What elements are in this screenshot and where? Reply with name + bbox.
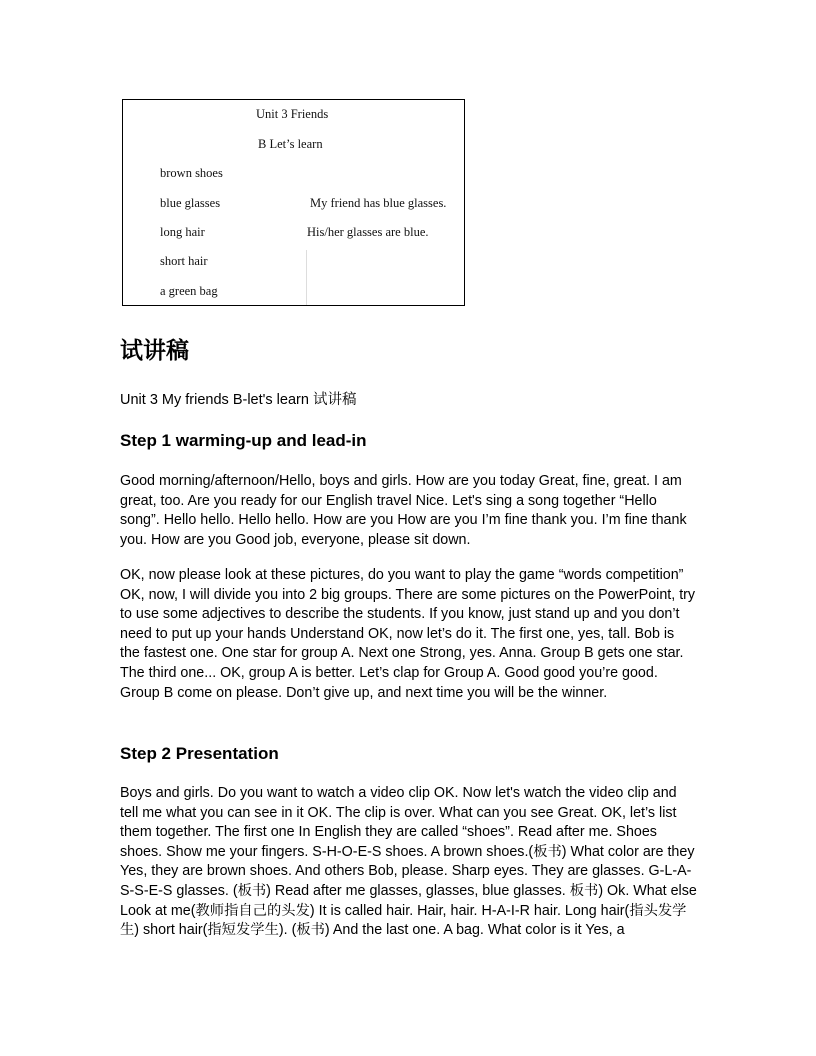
blackboard-box [122, 99, 465, 306]
board-word: brown shoes [160, 166, 223, 180]
board-title: Unit 3 Friends [256, 107, 329, 121]
step2-paragraph-1: Boys and girls. Do you want to watch a video clip OK. Now let's watch the video clip and tell me what you can see in it OK. The clip is over. What can you see Great. OK, let’s list them together. The first one In English they are called “shoes”. Read after me. Shoes shoes. Show me your fingers. S-H-O-E-S shoes. A brown shoes.(板书) What color are they Yes, they are brown shoes. And others Bob, please. Sharp eyes. They are glasses. G-L-A-S-S-E-S glasses. (板书) Read after me glasses, glasses, blue glasses. 板书) Ok. What else Look at me(教师指自己的头发) It is called hair. Hair, hair. H-A-I-R hair. Long hair(指头发学生) short hair(指短发学生). (板书) And the last one. A bag. What color is it Yes, a [120, 785, 697, 939]
step1-paragraph-2: OK, now please look at these pictures, do you want to play the game “words competition” OK, now, I will divide you into 2 big groups. There are some pictures on the PowerPoint, try to use some adjectives to describe the students. If you know, just stand up and you don’t need to put up your hands Understand OK, now let’s do it. The first one, yes, tall. Bob is the fastest one. One star for group A. Next one Strong, yes. Anna. Group B gets one star. The third one... OK, group A is better. Let’s clap for Group A. Good good you’re good. Group B come on please. Don’t give up, and next time you will be the winner. [120, 567, 696, 701]
board-word: blue glasses [160, 196, 221, 210]
board-word: short hair [160, 254, 208, 268]
board-word: a green bag [160, 284, 218, 298]
page-title: 试讲稿 [120, 337, 189, 363]
board-word: long hair [160, 225, 205, 239]
board-sentence: His/her glasses are blue. [307, 225, 429, 239]
board-sentence: My friend has blue glasses. [310, 196, 447, 210]
step1-heading: Step 1 warming-up and lead-in [120, 431, 367, 450]
page-subtitle: Unit 3 My friends B-let's learn 试讲稿 [120, 392, 357, 408]
board-subtitle: B Let’s learn [258, 137, 323, 151]
step2-heading: Step 2 Presentation [120, 744, 279, 763]
step1-paragraph-1: Good morning/afternoon/Hello, boys and girls. How are you today Great, fine, great. I am great, too. Are you ready for our English travel Nice. Let's sing a song together “Hello song”. Hello hello. Hello hello. How are you How are you I’m fine thank you. I’m fine thank you. How are you Good job, everyone, please sit down. [120, 473, 687, 548]
board-divider [306, 250, 307, 305]
